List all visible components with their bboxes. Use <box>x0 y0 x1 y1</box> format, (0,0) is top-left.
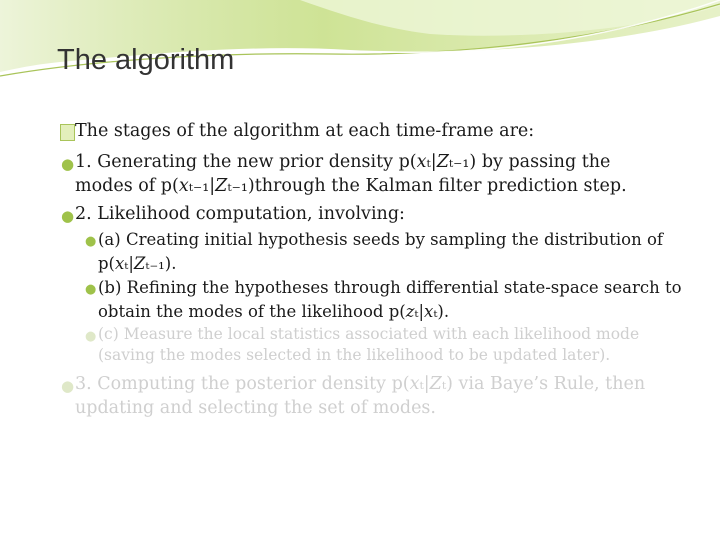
slide-title: The algorithm <box>57 44 235 76</box>
bullet-2-line-1: 2. Likelihood computation, involving: <box>75 204 405 224</box>
bullet-3-line-2: updating and selecting the set of modes. <box>75 398 436 418</box>
bullet-icon: ● <box>61 155 75 173</box>
subitem-c <box>85 324 640 366</box>
bullet-3-line-1: 3. Computing the posterior density p(𝑥ₜ|𝑍ₜ) via Baye’s Rule, then <box>75 374 646 394</box>
bullet-icon: ● <box>85 329 97 344</box>
intro-text <box>60 121 534 141</box>
subitem-b <box>85 276 682 324</box>
subitem-a-line-2: p(𝑥ₜ|𝑍ₜ₋₁). <box>98 254 177 273</box>
bullet-3 <box>61 372 646 420</box>
bullet-1-line-1: 1. Generating the new prior density p(𝑥ₜ|𝑍ₜ₋₁) by passing the <box>75 152 611 172</box>
bullet-1 <box>61 150 627 198</box>
bullet-icon: ● <box>61 377 75 395</box>
bullet-2 <box>61 202 405 226</box>
intro-label: The stages of the algorithm at each time-frame are: <box>75 121 535 141</box>
subitem-b-line-2: obtain the modes of the likelihood p(𝑧ₜ|𝑥ₜ). <box>98 302 450 321</box>
subitem-c-line-2: (saving the modes selected in the likelihood to be updated later). <box>98 346 611 364</box>
subitem-c-line-1: (c) Measure the local statistics associated with each likelihood mode <box>98 325 640 343</box>
bullet-icon: ● <box>85 234 97 249</box>
subitem-a <box>85 228 663 276</box>
subitem-b-line-1: (b) Refining the hypotheses through differential state-space search to <box>98 278 682 297</box>
checkbox-icon <box>60 124 75 141</box>
bullet-icon: ● <box>85 282 97 297</box>
bullet-1-line-2: modes of p(𝑥ₜ₋₁|𝑍ₜ₋₁)through the Kalman filter prediction step. <box>75 176 627 196</box>
subitem-a-line-1: (a) Creating initial hypothesis seeds by sampling the distribution of <box>98 230 663 249</box>
bullet-icon: ● <box>61 207 75 225</box>
